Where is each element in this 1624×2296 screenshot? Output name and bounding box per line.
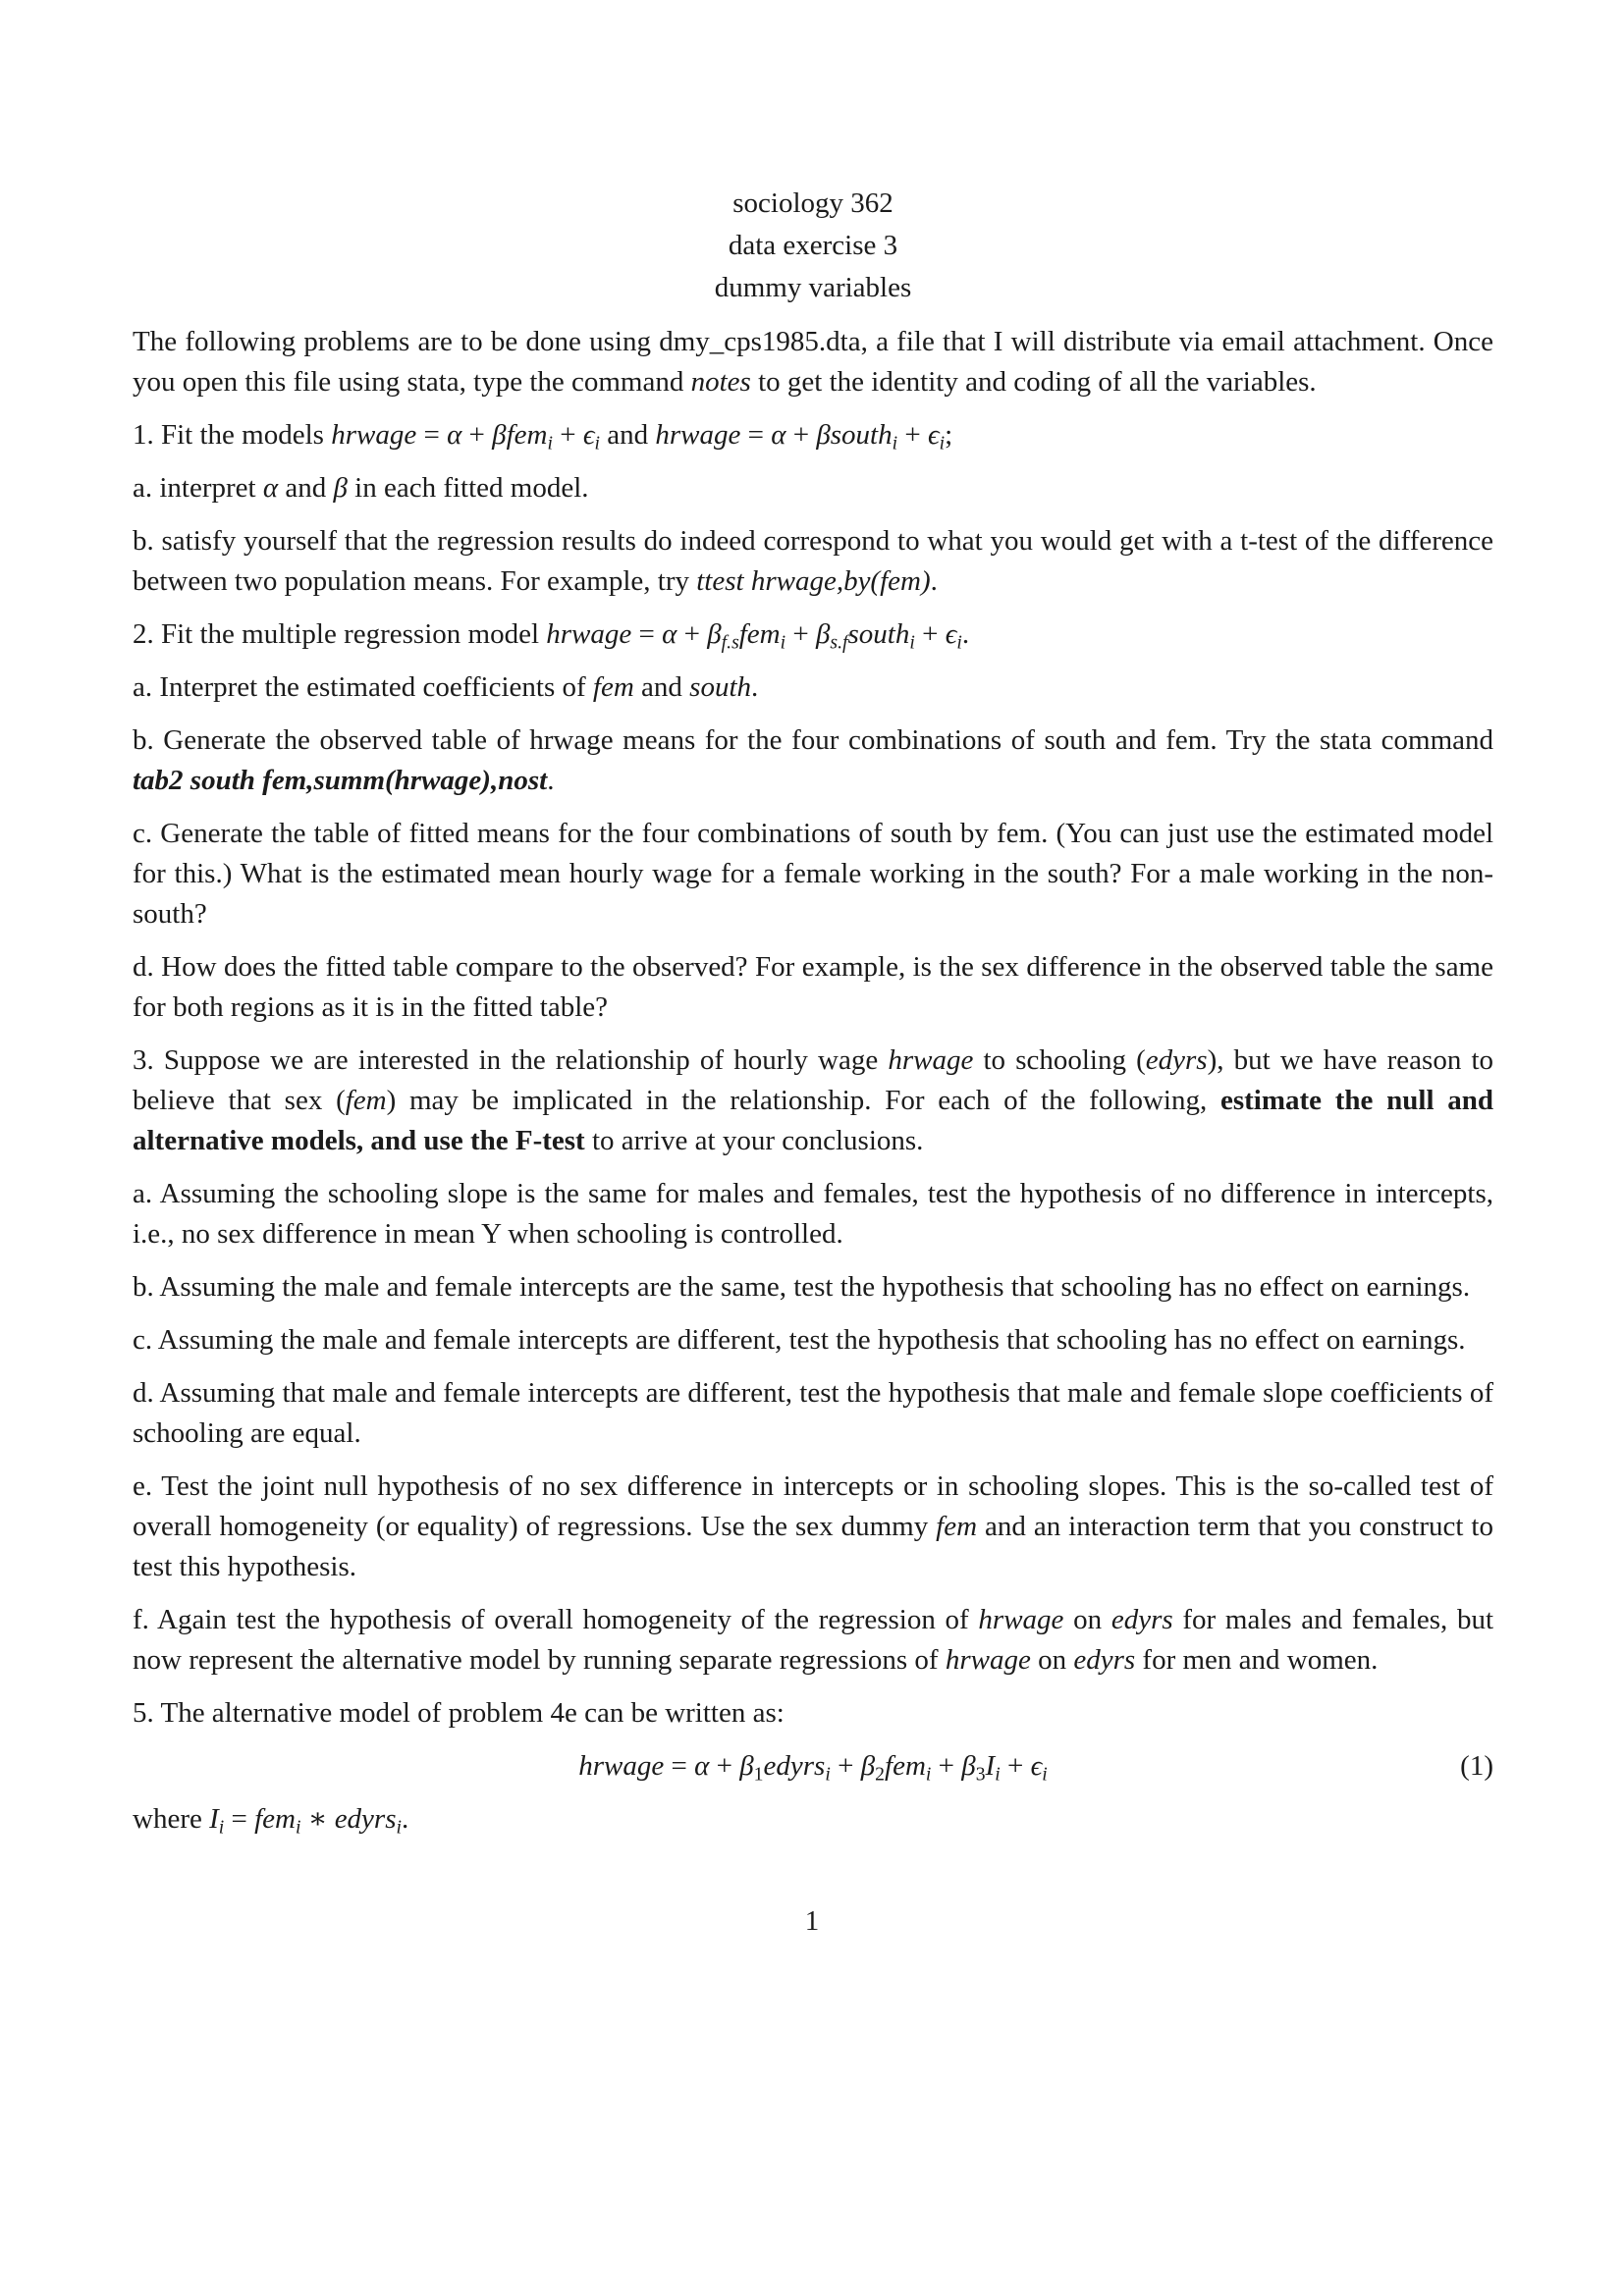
problem-2c: c. Generate the table of fitted means for the four combinations of south by fem. (You can just use the estimated model for this.) What is the estimated mean hourly wage for a female working in the south? For a male working in the non-south? bbox=[133, 818, 1493, 930]
equation-1-body: hrwage = α + β1edyrs$_i$ + $\beta 2fem_i + \beta 3I_i + \epsilon_i$ bbox=[578, 1750, 1048, 1786]
where-clause: where $I_i = fem_i$ ∗ edyrs$_i$. bbox=[133, 1803, 409, 1839]
problem-3: 3. Suppose we are interested in the relationship of hourly wage hrwage to schooling (edyrs), but we have reason to believe that sex (fem) may be implicated in the relationship. For each of the following, estimate the null and alternative models, and use the F-test to arrive at your conclusions. bbox=[133, 1044, 1494, 1156]
problem-2: 2. Fit the multiple regression model hrwage = $\alpha + \beta_{f.s}fem_i$ + $\beta_{s.f}south_i + \epsilon_i$. bbox=[133, 618, 970, 654]
text-block bbox=[133, 183, 1493, 1840]
title-line-topic: dummy variables bbox=[714, 272, 912, 303]
intro-paragraph: The following problems are to be done using dmy_cps1985.dta, a file that I will distribute via email attachment. Once you open this file using stata, type the command notes to get the identity and coding of all the variables. bbox=[133, 326, 1493, 398]
equation-1 bbox=[133, 1746, 1493, 1787]
problem-2b: b. Generate the observed table of hrwage means for the four combinations of south and fem. Try the stata command tab2 south fem,summ(hrwage),nost. bbox=[133, 724, 1493, 796]
problem-3e: e. Test the joint null hypothesis of no sex difference in intercepts or in schooling slopes. This is the so-called test of overall homogeneity (or equality) of regressions. Use the sex dummy fem and an interaction term that you construct to test this hypothesis. bbox=[133, 1470, 1493, 1582]
problem-1b: b. satisfy yourself that the regression results do indeed correspond to what you would get with a t-test of the difference between two population means. For example, try ttest hrwage,by(fem). bbox=[133, 525, 1493, 597]
problem-2d: d. How does the fitted table compare to the observed? For example, is the sex difference in the observed table the same for both regions as it is in the fitted table? bbox=[133, 951, 1493, 1023]
problem-3a: a. Assuming the schooling slope is the same for males and females, test the hypothesis of no difference in intercepts, i.e., no sex difference in mean Y when schooling is controlled. bbox=[133, 1178, 1493, 1250]
problem-1a: a. interpret α and β in each fitted model. bbox=[133, 472, 589, 504]
problem-3f: f. Again test the hypothesis of overall homogeneity of the regression of hrwage on edyrs for males and females, but now represent the alternative model by running separate regressions of hrwage on edyrs for men and women. bbox=[133, 1604, 1494, 1676]
problem-2a: a. Interpret the estimated coefficients of fem and south. bbox=[133, 671, 759, 703]
problem-3c: c. Assuming the male and female intercepts are different, test the hypothesis that schooling has no effect on earnings. bbox=[133, 1324, 1466, 1356]
document-title bbox=[133, 183, 1493, 309]
problem-3d: d. Assuming that male and female intercepts are different, test the hypothesis that male and female slope coefficients of schooling are equal. bbox=[133, 1377, 1493, 1449]
title-line-course: sociology 362 bbox=[732, 187, 893, 219]
problem-5: 5. The alternative model of problem 4e can be written as: bbox=[133, 1697, 785, 1729]
problem-1: 1. Fit the models hrwage = $\alpha + \beta fem_i + \epsilon_i$ and hrwage = α + βsouth$_i$ + $\epsilon_i$; bbox=[133, 419, 953, 454]
problem-3b: b. Assuming the male and female intercepts are the same, test the hypothesis that schooling has no effect on earnings. bbox=[133, 1271, 1471, 1303]
page-number: 1 bbox=[804, 1905, 820, 1937]
equation-1-number: (1) bbox=[1460, 1750, 1493, 1782]
title-line-exercise: data exercise 3 bbox=[728, 230, 898, 261]
